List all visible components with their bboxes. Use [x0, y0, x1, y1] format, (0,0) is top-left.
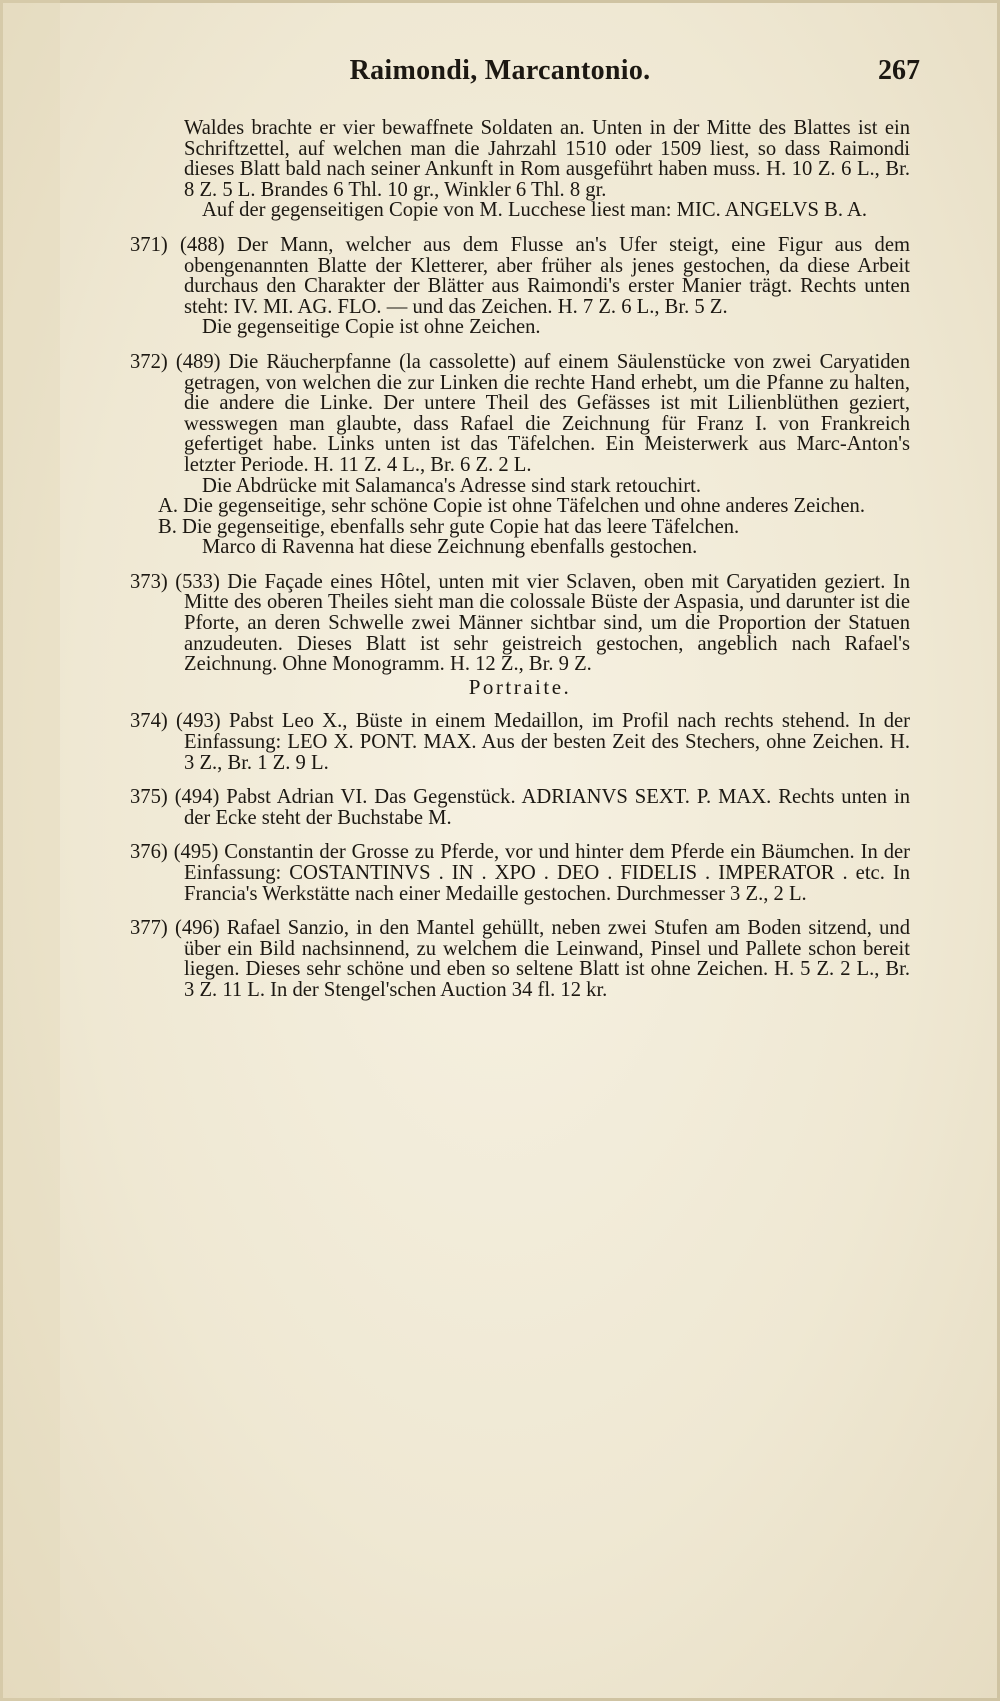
- copy-variant: A. Die gegenseitige, sehr schöne Copie ist ohne Täfelchen und ohne anderes Zeichen.: [158, 495, 866, 518]
- section-heading: Portraite.: [468, 674, 572, 699]
- copy-variant: B. Die gegenseitige, ebenfalls sehr gute Copie hat das leere Täfelchen.: [158, 515, 740, 538]
- catalogue-entry: 371) (488) Der Mann, welcher aus dem Flusse an's Ufer steigt, eine Figur aus dem obengenannten Blatte der Kletterer, aber früher als jenes gestochen, da diese Arbeit durchaus den Charakter der Blätter aus Raimondi's erster Manier trägt. Rechts unten steht: IV. MI. AG. FLO. — und das Zeichen. H. 7 Z. 6 L., Br. 5 Z.: [130, 233, 910, 318]
- catalogue-entry: 374) (493) Pabst Leo X., Büste in einem Medaillon, im Profil nach rechts stehend. In der Einfassung: LEO X. PONT. MAX. Aus der besten Zeit des Stechers, ohne Zeichen. H. 3 Z., Br. 1 Z. 9 L.: [130, 710, 910, 774]
- text-note: Auf der gegenseitigen Copie von M. Lucchese liest man: MIC. ANGELVS B. A.: [202, 199, 868, 222]
- text-note: Die Abdrücke mit Salamanca's Adresse sind stark retouchirt.: [202, 474, 701, 497]
- running-head: Raimondi, Marcantonio.: [349, 55, 651, 86]
- catalogue-entry: 372) (489) Die Räucherpfanne (la cassolette) auf einem Säulenstücke von zwei Caryatiden getragen, von welchen die zur Linken die rechte Hand erhebt, um die Pfanne zu halten, die andere die Linke. Der untere Theil des Gefässes ist mit Lilienblüthen geziert, wesswegen man glaubte, dass Rafael die Zeichnung für Franz I. von Frankreich gefertiget habe. Links unten ist das Täfelchen. Ein Meisterwerk aus Marc-Anton's letzter Periode. H. 11 Z. 4 L., Br. 6 Z. 2 L.: [130, 350, 910, 476]
- text-note: Marco di Ravenna hat diese Zeichnung ebenfalls gestochen.: [202, 536, 698, 559]
- catalogue-entry: 375) (494) Pabst Adrian VI. Das Gegenstück. ADRIANVS SEXT. P. MAX. Rechts unten in der Ecke steht der Buchstabe M.: [130, 786, 910, 829]
- page-header: [0, 55, 1000, 95]
- page-number: 267: [878, 55, 920, 86]
- catalogue-entry: 376) (495) Constantin der Grosse zu Pferde, vor und hinter dem Pferde ein Bäumchen. In der Einfassung: COSTANTINVS . IN . XPO . DEO . FIDELIS . IMPERATOR . etc. In Francia's Werkstätte nach einer Medaille gestochen. Durchmesser 3 Z., 2 L.: [130, 841, 910, 905]
- catalogue-entry: 373) (533) Die Façade eines Hôtel, unten mit vier Sclaven, oben mit Caryatiden geziert. In Mitte des oberen Theiles sieht man die colossale Büste der Aspasia, und darunter ist die Pforte, an deren Schwelle zwei Männer sichtbar sind, um die Proportion der Statuen anzudeuten. Dieses Blatt ist sehr geistreich gestochen, angeblich nach Rafael's Zeichnung. Ohne Monogramm. H. 12 Z., Br. 9 Z.: [130, 570, 910, 676]
- page-body: [130, 118, 910, 1001]
- text-note: Die gegenseitige Copie ist ohne Zeichen.: [202, 316, 541, 339]
- text-paragraph: Waldes brachte er vier bewaffnete Soldaten an. Unten in der Mitte des Blattes ist ein Schriftzettel, auf welchen man die Jahrzahl 1510 oder 1509 liest, so dass Raimondi dieses Blatt bald nach seiner Ankunft in Rom ausgeführt haben muss. H. 10 Z. 6 L., Br. 8 Z. 5 L. Brandes 6 Thl. 10 gr., Winkler 6 Thl. 8 gr.: [184, 117, 910, 201]
- catalogue-entry: 377) (496) Rafael Sanzio, in den Mantel gehüllt, neben zwei Stufen am Boden sitzend, und über ein Bild nachsinnend, zu welchem die Leinwand, Pinsel und Pallete schon bereit liegen. Dieses sehr schöne und eben so seltene Blatt ist ohne Zeichen. H. 5 Z. 2 L., Br. 3 Z. 11 L. In der Stengel'schen Auction 34 fl. 12 kr.: [130, 917, 910, 1001]
